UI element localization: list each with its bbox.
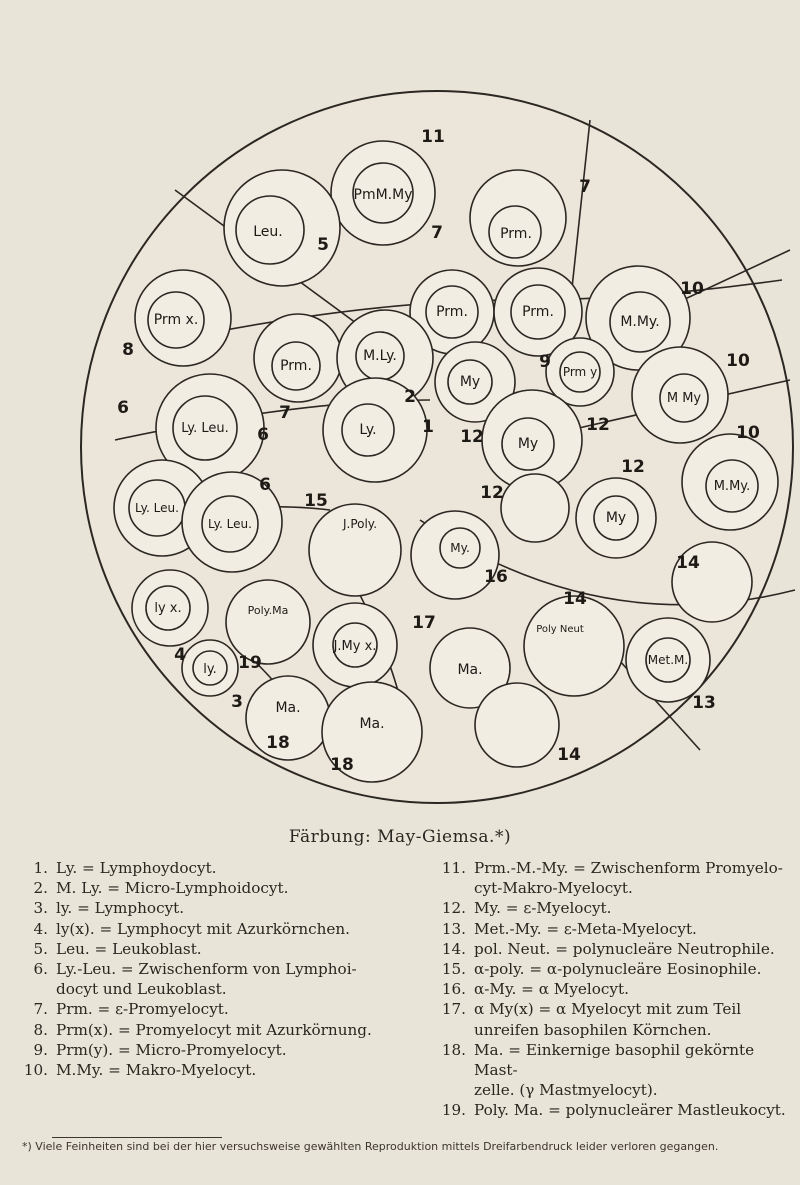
legend-text: docyt und Leukoblast. <box>56 980 227 999</box>
legend-number: 8. <box>33 1020 48 1039</box>
ref-number: 7 <box>579 177 591 197</box>
legend-text: ly. = Lymphocyt. <box>56 899 185 918</box>
legend-text: Ly. = Lymphoydocyt. <box>56 859 217 877</box>
cell-label-11: Prm y <box>562 365 598 379</box>
legend-number <box>440 1020 474 1040</box>
ref-number: 18 <box>266 733 290 753</box>
ref-number: 6 <box>257 425 269 445</box>
legend-number: 13. <box>441 919 466 938</box>
footnote-divider <box>52 1137 222 1138</box>
legend-text: M. Ly. = Micro-Lymphoidocyt. <box>56 879 289 898</box>
cell-label-2: Prm. <box>500 226 532 242</box>
legend-number <box>440 1080 474 1100</box>
ref-number: 3 <box>231 692 243 712</box>
legend-number: 11. <box>441 859 466 877</box>
ref-number: 10 <box>726 351 750 371</box>
cell-label-24: Poly Neut <box>536 624 584 635</box>
cell-label-26: Met.M. <box>647 653 689 667</box>
cell-label-9: M.Ly. <box>363 348 397 364</box>
legend-number: 18. <box>441 1040 466 1059</box>
legend-text: Ly.-Leu. = Zwischenform von Lymphoi- <box>56 960 357 979</box>
cell-label-16: My <box>605 510 627 526</box>
ref-number: 19 <box>238 653 262 673</box>
legend-entry <box>440 878 792 898</box>
legend-left <box>22 858 422 1080</box>
legend-text: zelle. (γ Mastmyelocyt). <box>474 1081 658 1100</box>
legend-entry <box>22 878 422 898</box>
cell-label-20: J.Poly. <box>342 517 378 531</box>
cell-label-29: ly. <box>203 662 217 677</box>
legend-number: 19. <box>441 1101 466 1120</box>
cell-prm-top <box>470 170 566 266</box>
ref-number: 7 <box>279 403 291 423</box>
ref-number: 13 <box>692 693 716 713</box>
legend-text: Leu. = Leukoblast. <box>56 939 202 958</box>
ref-number: 4 <box>174 645 186 665</box>
legend-number <box>440 878 474 898</box>
legend-number: 1. <box>33 859 48 877</box>
cell-polyma <box>226 580 310 664</box>
legend-number: 5. <box>33 939 48 958</box>
ref-number: 15 <box>304 491 328 511</box>
legend-entry <box>440 959 792 979</box>
staining-caption: Färbung: May-Giemsa.*) <box>288 827 512 847</box>
footnote: *) Viele Feinheiten sind bei der hier versuchsweise gewählten Reproduktion mittels Dreifarbendruck leider verloren gegangen. <box>22 1140 719 1153</box>
legend-text: α My(x) = α Myelocyt mit zum Teil <box>474 1000 742 1019</box>
ref-number: 17 <box>412 613 436 633</box>
legend-number: 12. <box>441 899 466 918</box>
cell-label-8: Prm. <box>280 358 312 374</box>
legend-entry <box>22 999 422 1019</box>
cell-label-5: Prm. <box>522 304 554 320</box>
legend-entry <box>440 919 792 939</box>
cell-label-7: Prm x. <box>153 312 199 328</box>
legend-text: M.My. = Makro-Myelocyt. <box>56 1061 257 1080</box>
legend-number: 9. <box>33 1040 48 1059</box>
cell-label-1: Leu. <box>253 224 283 240</box>
ref-number: 10 <box>736 423 760 443</box>
legend-text: Met.-My. = ε-Meta-Myelocyt. <box>474 919 697 938</box>
legend-text: ly(x). = Lymphocyt mit Azurkörnchen. <box>56 919 350 938</box>
legend-entry <box>440 898 792 918</box>
cell-label-31: Ma. <box>359 716 385 732</box>
legend-entry <box>440 1040 792 1080</box>
legend-entry <box>440 979 792 999</box>
ref-number: 14 <box>557 745 581 765</box>
legend-entry <box>22 898 422 918</box>
legend-entry <box>22 959 422 979</box>
legend-entry <box>22 939 422 959</box>
legend-entry <box>22 1040 422 1060</box>
ref-number: 14 <box>676 553 700 573</box>
cell-label-22: Poly.Ma <box>247 604 289 617</box>
cell-polyneut-14b <box>475 683 559 767</box>
legend-entry <box>440 939 792 959</box>
cell-polyneut-center <box>524 596 624 696</box>
legend-text: α-poly. = α-polynucleäre Eosinophile. <box>474 960 762 979</box>
legend-number: 7. <box>33 1000 48 1019</box>
ref-number: 6 <box>117 398 129 418</box>
cell-label-17: M.My. <box>713 479 751 494</box>
cell-label-12: M My <box>666 391 702 406</box>
ref-number: 12 <box>586 415 610 435</box>
cell-label-3: Prm. <box>436 304 468 320</box>
ref-number: 2 <box>404 387 416 407</box>
legend-number: 2. <box>33 879 48 898</box>
ref-number: 5 <box>317 235 329 255</box>
legend-entry <box>440 999 792 1019</box>
cell-label-6: M.My. <box>620 314 660 330</box>
legend-text: My. = ε-Myelocyt. <box>474 899 612 918</box>
cell-label-19: Ly. Leu. <box>208 517 252 531</box>
legend-text: Prm(y). = Micro-Promyelocyt. <box>56 1040 287 1059</box>
legend-number: 15. <box>441 960 466 979</box>
legend-number: 6. <box>33 960 48 979</box>
cell-label-15: My <box>517 436 539 452</box>
legend-text: pol. Neut. = polynucleäre Neutrophile. <box>474 939 775 958</box>
legend-number: 16. <box>441 980 466 999</box>
ref-number: 8 <box>122 340 134 360</box>
cell-label-27: J.My x. <box>333 639 377 654</box>
ref-number: 18 <box>330 755 354 775</box>
cell-label-23: ly x. <box>154 601 182 616</box>
ref-number: 7 <box>431 223 443 243</box>
ref-number: 9 <box>539 352 551 372</box>
cell-label-14: Ly. <box>359 422 377 438</box>
legend-entry <box>22 858 422 878</box>
legend-entry <box>440 1080 792 1100</box>
legend-entry <box>440 1100 792 1120</box>
ref-number: 1 <box>422 417 434 437</box>
legend-text: Prm(x). = Promyelocyt mit Azurkörnung. <box>56 1020 372 1039</box>
cell-label-30: Ma. <box>275 700 301 716</box>
legend-text: Ma. = Einkernige basophil gekörnte Mast- <box>474 1040 755 1080</box>
ref-number: 16 <box>484 567 508 587</box>
legend-text: Prm. = ε-Promyelocyt. <box>56 1000 229 1019</box>
legend-entry <box>22 1060 422 1080</box>
ref-number: 10 <box>680 279 704 299</box>
cell-label-0: PmM.My <box>353 187 413 203</box>
legend-entry <box>440 858 792 878</box>
ref-number: 14 <box>563 589 587 609</box>
ref-number: 12 <box>460 427 484 447</box>
ref-number: 11 <box>421 127 445 147</box>
legend-text: Poly. Ma. = polynucleärer Mastleukocyt. <box>474 1101 786 1120</box>
legend-entry <box>22 1020 422 1040</box>
cell-label-18: Ly. Leu. <box>135 501 179 515</box>
legend-number: 14. <box>441 939 466 958</box>
legend-number: 10. <box>23 1061 48 1080</box>
legend-number: 17. <box>441 1000 466 1019</box>
legend-right <box>440 858 792 1121</box>
legend-text: α-My. = α Myelocyt. <box>474 980 629 999</box>
legend-number: 4. <box>33 919 48 938</box>
legend-number: 3. <box>33 899 48 918</box>
legend-text: unreifen basophilen Körnchen. <box>474 1020 712 1039</box>
cell-label-21: My. <box>450 541 470 555</box>
ref-number: 6 <box>259 475 271 495</box>
legend-entry <box>22 919 422 939</box>
legend-entry <box>22 979 422 999</box>
legend-text: cyt-Makro-Myelocyt. <box>474 879 633 898</box>
cell-12d <box>501 474 569 542</box>
cell-label-10: My <box>459 374 481 390</box>
ref-number: 12 <box>480 483 504 503</box>
legend-text: Prm.-M.-My. = Zwischenform Promyelo- <box>474 859 783 877</box>
legend-entry <box>440 1020 792 1040</box>
cell-label-13: Ly. Leu. <box>181 421 229 436</box>
cell-label-28: Ma. <box>457 662 483 678</box>
legend-number <box>22 979 56 999</box>
ref-number: 12 <box>621 457 645 477</box>
